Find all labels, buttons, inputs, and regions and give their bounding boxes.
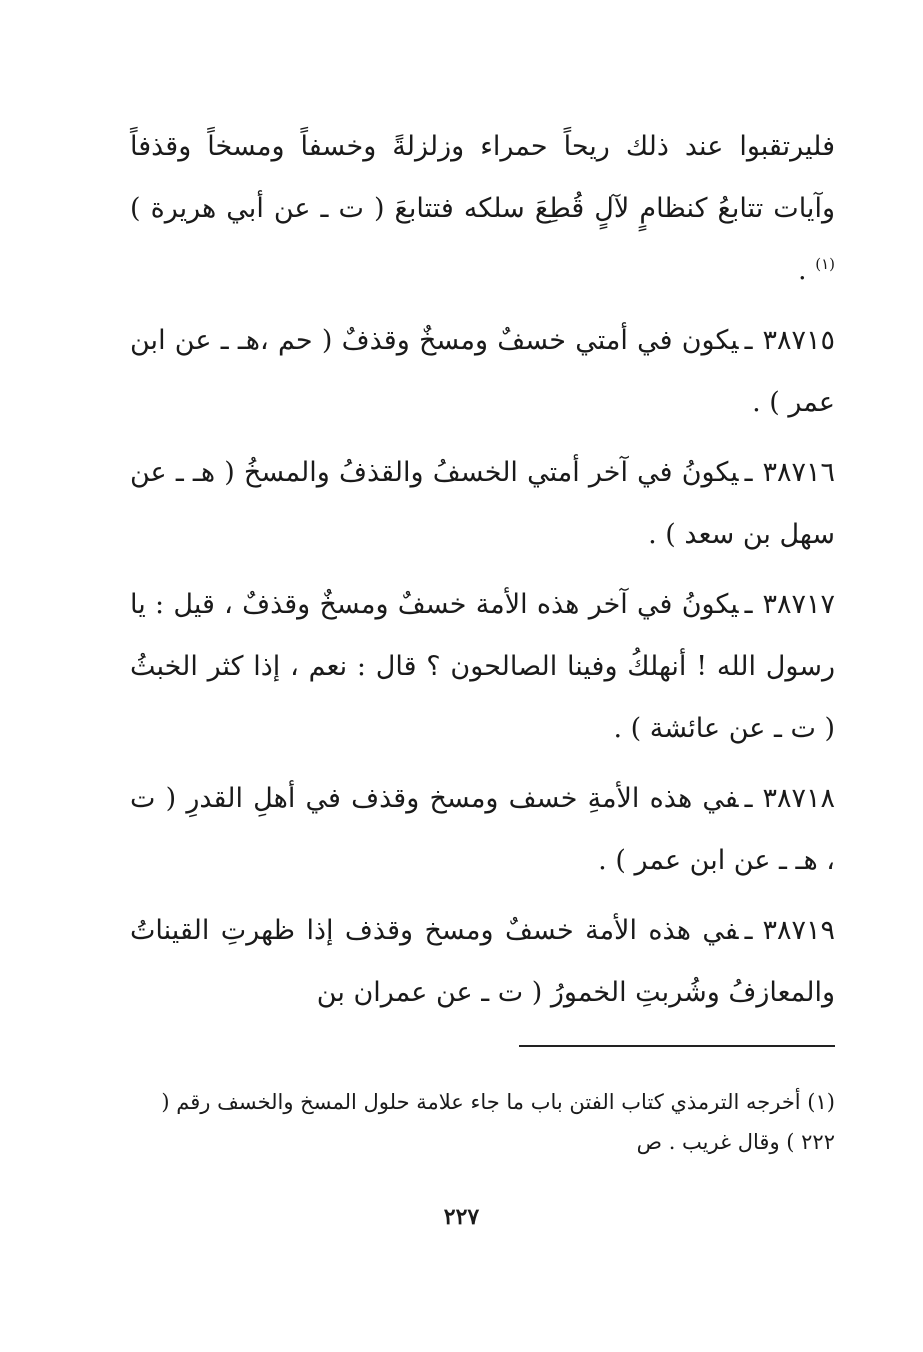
- entry-number: ٣٨٧١٩: [762, 915, 835, 946]
- page-number: ٢٢٧: [443, 1204, 480, 1230]
- entry-separator: ـ: [744, 589, 753, 620]
- hadith-entry: [130, 310, 835, 434]
- hadith-entry: [130, 900, 835, 1024]
- entry-number: ٣٨٧١٦: [762, 457, 835, 488]
- entry-separator: ـ: [744, 457, 753, 488]
- footnote-divider: [519, 1045, 835, 1047]
- entry-separator: ـ: [744, 783, 753, 814]
- entry-number: ٣٨٧١٥: [762, 325, 835, 356]
- entry-number: ٣٨٧١٨: [762, 783, 835, 814]
- entry-text: يكونُ في آخر أمتي الخسفُ والقذفُ والمسخُ ( هـ ـ عن سهل بن سعد ) .: [130, 457, 835, 550]
- continuation-text: فليرتقبوا عند ذلك ريحاً حمراء وزلزلةً وخسفاً ومسخاً وقذفاً وآيات تتابعُ كنظامٍ لآلٍ قُطِعَ سلكه فتتابعَ ( ت ـ عن أبي هريرة ): [130, 131, 835, 224]
- footnote: (١) أخرجه الترمذي كتاب الفتن باب ما جاء علامة حلول المسخ والخسف رقم ( ٢٢٢ ) وقال غريب . ص: [161, 1090, 835, 1154]
- entry-text: في هذه الأمة خسفٌ ومسخ وقذف إذا ظهرتِ القيناتُ والمعازفُ وشُربتِ الخمورُ ( ت ـ عن عمران بن: [130, 915, 835, 1008]
- entry-text: في هذه الأمةِ خسف ومسخ وقذف في أهلِ القدرِ ( ت ، هـ ـ عن ابن عمر ) .: [130, 783, 835, 876]
- hadith-entry: [130, 574, 835, 760]
- entry-text: يكونُ في آخر هذه الأمة خسفٌ ومسخٌ وقذفٌ ، قيل : يا رسول الله ! أنهلكُ وفينا الصالحون ؟ قال : نعم ، إذا كثر الخبثُ ( ت ـ عن عائشة ) .: [130, 589, 835, 744]
- entry-separator: ـ: [744, 915, 753, 946]
- continuation-end: .: [798, 255, 816, 286]
- entry-separator: ـ: [744, 325, 753, 356]
- entry-text: يكون في أمتي خسفٌ ومسخٌ وقذفٌ ( حم ،هـ ـ عن ابن عمر ) .: [130, 325, 835, 418]
- hadith-entry: [130, 442, 835, 566]
- footnote-reference: (١): [815, 255, 835, 273]
- continuation-paragraph: [130, 116, 835, 302]
- hadith-entry: [130, 768, 835, 892]
- main-text: [130, 116, 835, 1024]
- entry-number: ٣٨٧١٧: [762, 589, 835, 620]
